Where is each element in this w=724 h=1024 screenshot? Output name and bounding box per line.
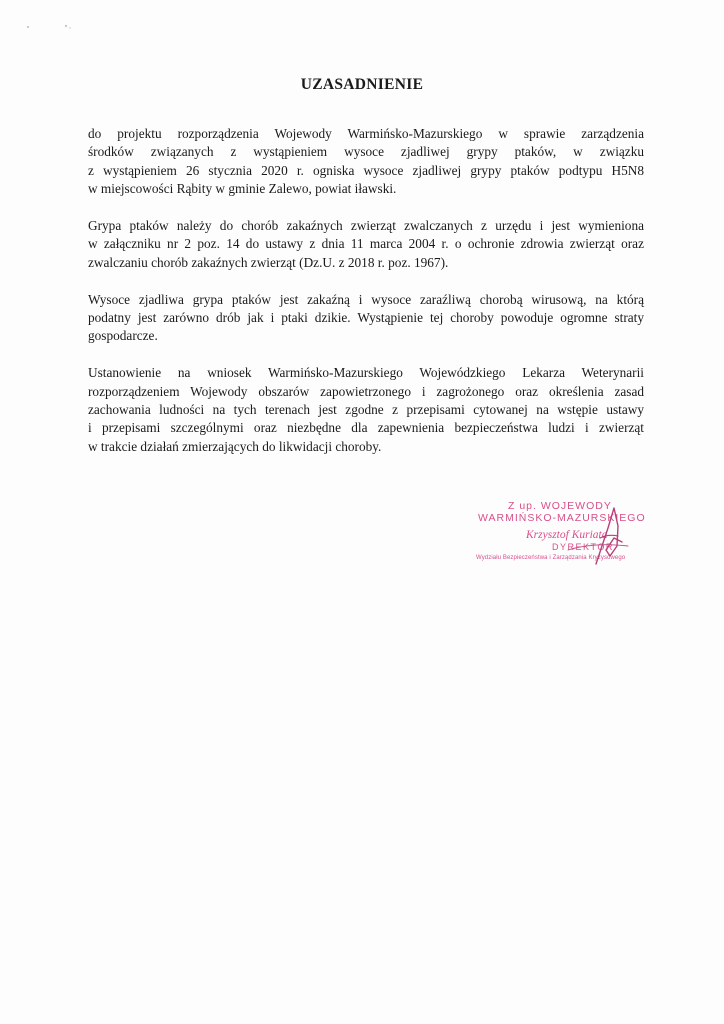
- text-line: Ustanowienie na wniosek Warmińsko-Mazurskiego Wojewódzkiego Lekarza Weterynarii: [88, 365, 644, 381]
- text-line: Grypa ptaków należy do chorób zakaźnych zwierząt zwalczanych z urzędu i jest wymieniona: [88, 218, 644, 234]
- text-line: zachowania ludności na tych terenach jest zgodne z przepisami cytowanej na wstępie ustawy: [88, 402, 644, 418]
- paragraph-2: [88, 217, 644, 272]
- document-title: UZASADNIENIE: [300, 76, 424, 93]
- document-body: [88, 125, 644, 475]
- stamp-line-authority: Z up. WOJEWODY: [508, 500, 612, 512]
- stamp-line-position: DYREKTOR: [552, 542, 614, 552]
- text-line: w załączniku nr 2 poz. 14 do ustawy z dnia 11 marca 2004 r. o ochronie zdrowia zwierząt oraz: [88, 236, 644, 252]
- paragraph-1: [88, 125, 644, 199]
- scan-artifact-icon: [22, 20, 82, 34]
- stamp-line-voivode: WARMIŃSKO-MAZURSKIEGO: [478, 512, 646, 524]
- text-line: podatny jest zarówno drób jak i ptaki dzikie. Wystąpienie tej choroby powoduje ogromne straty: [88, 310, 644, 326]
- text-line: Wysoce zjadliwa grypa ptaków jest zakaźną i wysoce zaraźliwą chorobą wirusową, na którą: [88, 291, 644, 307]
- text-line: do projektu rozporządzenia Wojewody Warmińsko-Mazurskiego w sprawie zarządzenia: [88, 126, 644, 141]
- text-line: środków związanych z wystąpieniem wysoce zjadliwej grypy ptaków, w związku: [88, 144, 644, 160]
- text-line: i przepisami szczególnymi oraz niezbędne dla zapewnienia bezpieczeństwa ludzi i zwierząt: [88, 420, 644, 436]
- text-line: zwalczaniu chorób zakaźnych zwierząt (Dz.U. z 2018 r. poz. 1967).: [88, 254, 449, 270]
- text-line: gospodarcze.: [88, 328, 158, 344]
- stamp-line-name: Krzysztof Kuriata: [526, 529, 608, 541]
- text-line: rozporządzeniem Wojewody obszarów zapowietrzonego i zagrożonego oraz określenia zasad: [88, 383, 644, 399]
- stamp-line-department: Wydziału Bezpieczeństwa i Zarządzania Kryzysowego: [476, 555, 626, 561]
- text-line: z wystąpieniem 26 stycznia 2020 r. ogniska wysoce zjadliwej grypy ptaków podtypu H5N8: [88, 162, 644, 178]
- paragraph-3: [88, 291, 644, 346]
- official-stamp: [468, 498, 658, 580]
- text-line: w miejscowości Rąbity w gminie Zalewo, powiat iławski.: [88, 181, 397, 197]
- text-line: w trakcie działań zmierzających do likwidacji choroby.: [88, 438, 382, 454]
- paragraph-4: [88, 364, 644, 456]
